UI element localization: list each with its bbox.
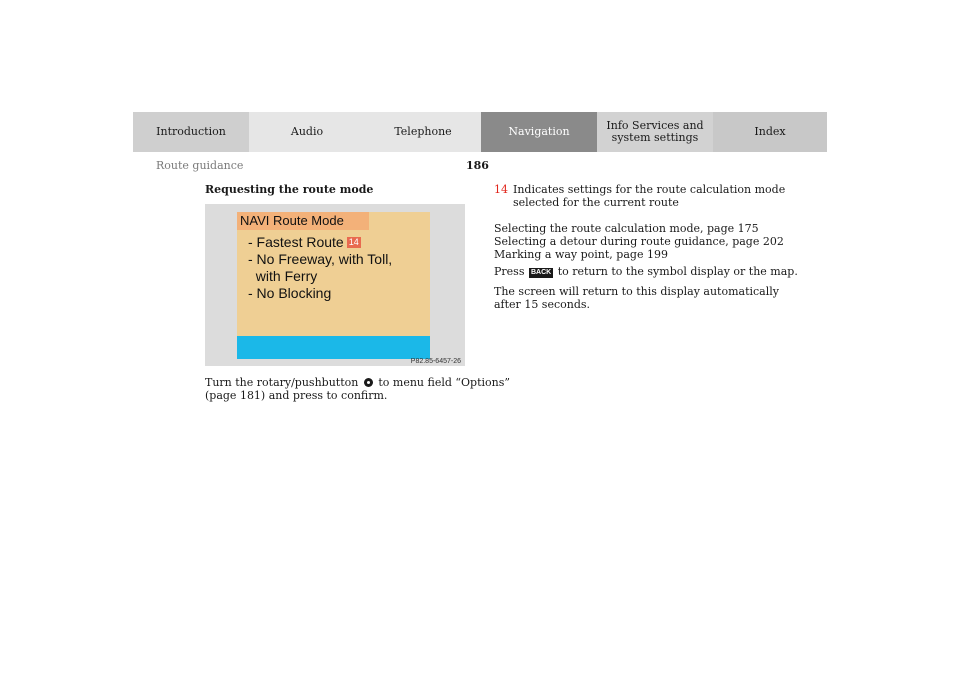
navi-display: [237, 212, 430, 359]
tab-info-services[interactable]: Info Services and system settings: [597, 112, 713, 152]
section-title: Route guidance: [156, 159, 244, 172]
route-mode-list: [248, 234, 392, 302]
figure-code: P82.85-6457-26: [410, 358, 461, 365]
list-item: - No Freeway, with Toll,: [248, 251, 393, 267]
instruction-line: [205, 376, 510, 389]
tab-introduction[interactable]: Introduction: [133, 112, 249, 152]
callout-badge: 14: [348, 237, 359, 247]
auto-return-text: after 15 seconds.: [494, 298, 591, 311]
instruction-line: (page 181) and press to confirm.: [205, 389, 388, 402]
press-back-line: [494, 265, 798, 278]
list-item: - No Blocking: [248, 285, 332, 301]
rotary-knob-icon: [364, 378, 373, 387]
callout-description: [494, 183, 785, 196]
list-item: with Ferry: [248, 268, 318, 284]
screen-title: NAVI Route Mode: [237, 212, 369, 230]
back-key-icon: BACK: [530, 269, 552, 276]
chapter-tabs: [133, 112, 827, 152]
callout-text: Indicates settings for the route calculation mode: [513, 183, 786, 196]
instruction-text: to menu field “Options”: [378, 376, 510, 389]
tab-index[interactable]: Index: [713, 112, 827, 152]
tab-audio[interactable]: Audio: [249, 112, 365, 152]
list-item: [248, 234, 392, 251]
instruction-text: Turn the rotary/pushbutton: [205, 376, 359, 389]
callout-text: selected for the current route: [513, 196, 679, 209]
auto-return-text: The screen will return to this display automatically: [494, 285, 779, 298]
tab-telephone[interactable]: Telephone: [365, 112, 481, 152]
list-item-label: - Fastest Route: [248, 234, 344, 250]
subheading: Requesting the route mode: [205, 183, 374, 196]
callout-number: 14: [494, 183, 508, 196]
page-number: 186: [466, 159, 489, 172]
tab-navigation[interactable]: Navigation: [481, 112, 597, 152]
instruction-text: to return to the symbol display or the map.: [557, 265, 798, 278]
reference-link: Marking a way point, page 199: [494, 248, 668, 261]
instruction-text: Press: [494, 265, 525, 278]
route-mode-figure: [205, 204, 465, 366]
reference-link: Selecting the route calculation mode, page 175: [494, 222, 759, 235]
screen-status-bar: [237, 336, 430, 359]
reference-link: Selecting a detour during route guidance, page 202: [494, 235, 784, 248]
